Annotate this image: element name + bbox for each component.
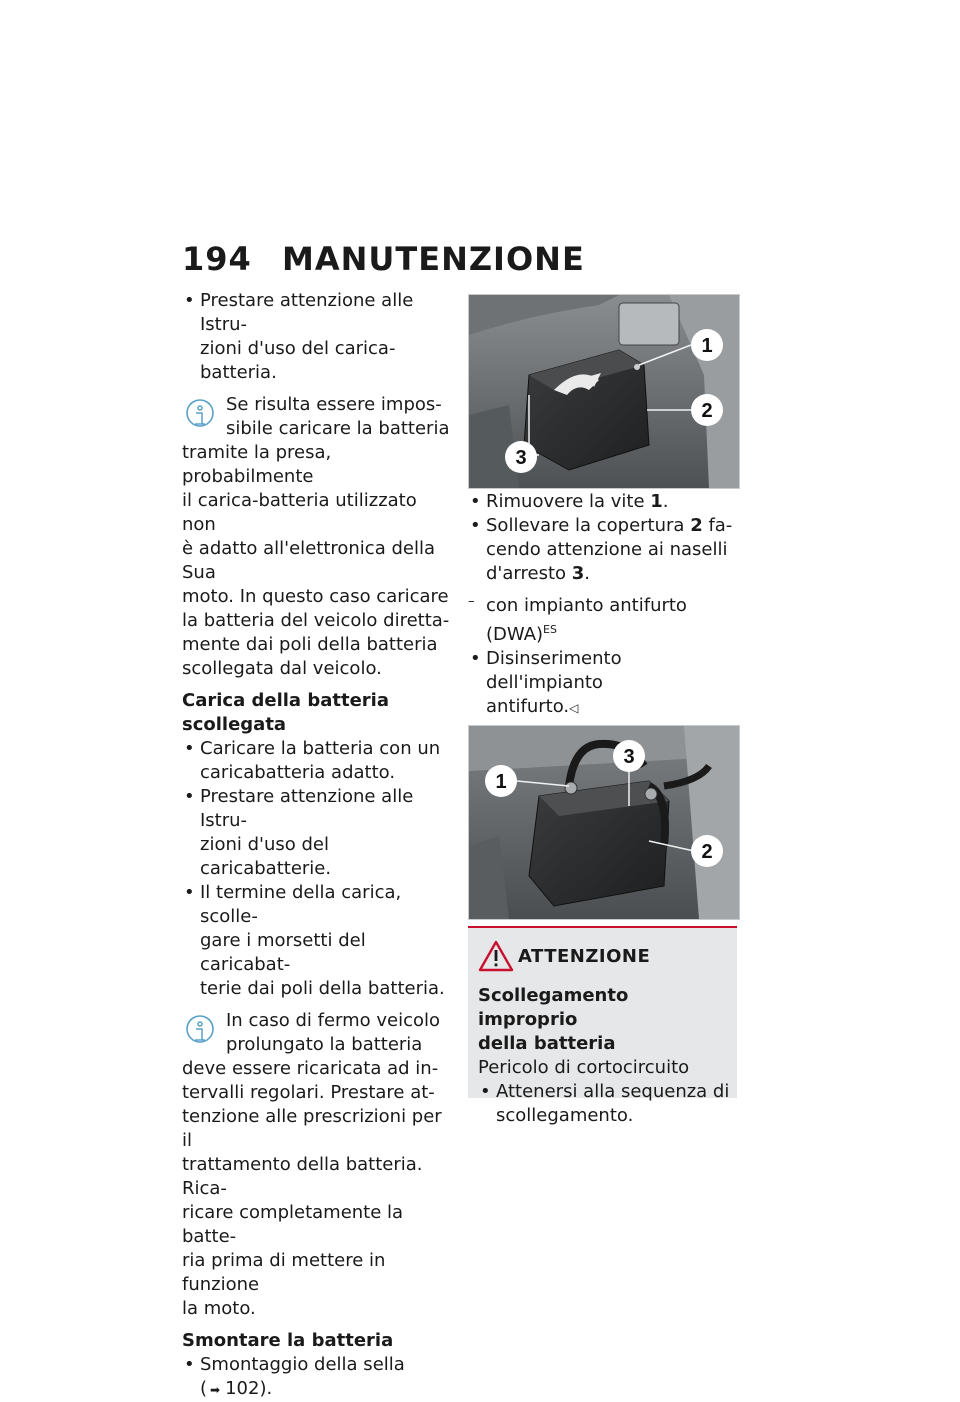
list-item: • Prestare attenzione alle Istru- zioni d'uso del caricabatterie. (182, 785, 452, 881)
battery-cover-photo (468, 294, 740, 489)
warning-body (478, 984, 730, 1128)
page-reference-arrow-icon[interactable]: ➡ (210, 1383, 221, 1397)
list-item: • Attenersi alla sequenza di scollegamento. (478, 1080, 730, 1128)
page-header (182, 240, 742, 280)
callout-1: 1 (701, 335, 713, 357)
callout-3: 3 (623, 746, 635, 768)
list-item: • Disinserimento dell'impianto antifurto.◁ (468, 647, 738, 720)
warning-box (468, 926, 737, 1126)
info-note: Se risulta essere impos- sibile caricare la batteria tramite la presa, probabilmente il carica-batteria utilizzato non è adatto all'elettronica della Sua moto. In questo caso caricare la batteria del veicolo diretta- mente dai poli della batteria scollegata dal veicolo. (182, 394, 450, 679)
warning-title: ATTENZIONE (518, 946, 651, 967)
info-icon (182, 397, 218, 433)
battery-terminals-photo (468, 725, 740, 920)
section-title: Smontare la batteria (182, 1330, 394, 1351)
chapter-title: MANUTENZIONE (282, 240, 585, 278)
warning-triangle-icon (478, 940, 514, 972)
left-column (182, 289, 452, 1402)
end-mark-icon: ◁ (569, 701, 579, 715)
warning-subtitle: Scollegamento improprio della batteria (478, 985, 629, 1054)
callout-1: 1 (495, 771, 507, 793)
page-number: 194 (182, 240, 252, 278)
right-column (468, 490, 738, 752)
list-item: • Caricare la batteria con un caricabatteria adatto. (182, 737, 452, 785)
list-item: • Rimuovere la vite 1. (468, 490, 738, 514)
info-note: In caso di fermo veicolo prolungato la batteria deve essere ricaricata ad in- tervalli regolari. Prestare at- tenzione alle prescrizioni per il trattamento della batteria. Rica- ricare completamente la batte- ria prima di mettere in funzione la moto. (182, 1010, 442, 1319)
section-title: Carica della batteria scollegata (182, 690, 389, 735)
list-item: • Smontaggio della sella ( ➡ 102). (182, 1353, 452, 1402)
warning-description: Pericolo di cortocircuito (478, 1057, 690, 1078)
list-item: • Il termine della carica, scolle- gare i morsetti del caricabat- terie dai poli della batteria. (182, 881, 452, 1001)
callout-2: 2 (701, 400, 713, 422)
callout-2: 2 (701, 841, 713, 863)
battery-cover-illustration (469, 295, 739, 488)
list-item: • Sollevare la copertura 2 fa- cendo attenzione ai naselli d'arresto 3. (468, 514, 738, 586)
info-icon (182, 1013, 218, 1049)
option-condition: – con impianto antifurto (DWA)$^{ES}$ (468, 594, 738, 647)
battery-terminals-illustration (469, 726, 739, 919)
list-item: • Prestare attenzione alle Istru- zioni d'uso del carica-batteria. (182, 289, 452, 385)
callout-3: 3 (515, 447, 527, 469)
